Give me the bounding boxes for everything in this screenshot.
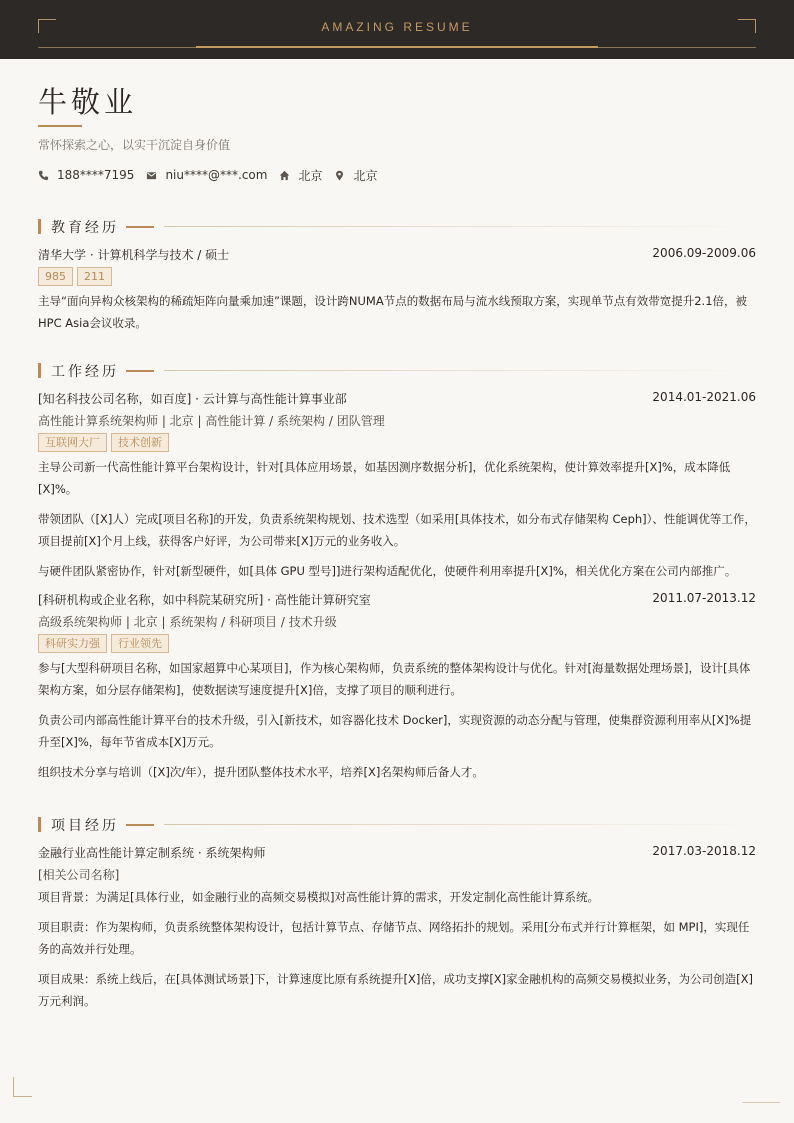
footer-rule-right [742,1102,780,1103]
projects-heading [38,816,756,834]
work-tags [38,634,756,654]
education-entry-header [38,246,756,264]
contact-phone [38,168,134,182]
contact-hometown-text: 北京 [298,168,323,183]
header-divider-accent [196,46,598,48]
work-entry-header [38,591,756,609]
education-section [38,218,756,334]
contact-hometown [279,167,322,184]
work-item: 与硬件团队紧密协作，针对[新型硬件，如[具体 GPU 型号]]进行架构适配优化，使硬件利用率提升[X]%，相关优化方案在公司内部推广。 [38,564,737,578]
tag: 985 [38,267,73,286]
work-section [38,362,756,783]
mail-icon [146,170,157,181]
contact-location [334,167,377,184]
education-school: 清华大学 · 计算机科学与技术 / 硕士 [38,248,230,262]
tag: 互联网大厂 [38,433,107,452]
section-rule [164,226,756,227]
work-item: 带领团队（[X]人）完成[项目名称]的开发，负责系统架构规划、技术选型（如采用[具体技术，如分布式存储架构 Ceph]）、性能调优等工作，项目提前[X]个月上线，获得客户好评，为公司带来[X]万元的业务收入。 [38,512,756,548]
tag: 技术创新 [111,433,169,452]
education-date: 2006.09-2009.06 [652,246,756,260]
work-item: 参与[大型科研项目名称，如国家超算中心某项目]，作为核心架构师，负责系统的整体架构设计与优化。针对[海量数据处理场景]，设计[具体架构方案，如分层存储架构]，使数据读写速度提升[X]倍，支撑了项目的顺利进行。 [38,661,751,697]
section-dash [126,370,154,372]
profile-tagline: 常怀探索之心，以实干沉淀自身价值 [38,138,231,152]
work-company: [科研机构或企业名称，如中科院某研究所] · 高性能计算研究室 [38,593,371,607]
section-marker [38,363,41,378]
project-date: 2017.03-2018.12 [652,844,756,858]
work-entry [38,591,756,783]
header-bar [0,0,794,59]
section-rule [164,370,756,371]
work-date: 2014.01-2021.06 [652,390,756,404]
phone-icon [38,170,49,181]
profile-name: 牛敬业 [38,85,138,119]
work-heading [38,362,756,380]
projects-section [38,816,756,1012]
contact-phone-text: 188****7195 [57,168,135,182]
work-role: 高级系统架构师 | 北京 | 系统架构 / 科研项目 / 技术升级 [38,615,337,629]
footer-corner-left [13,1077,32,1097]
section-dash [126,226,154,228]
section-rule [164,824,756,825]
tag: 科研实力强 [38,634,107,653]
name-underline [38,125,82,127]
work-company: [知名科技公司名称，如百度] · 云计算与高性能计算事业部 [38,392,347,406]
tag: 211 [77,267,112,286]
work-title: 工作经历 [51,364,119,380]
contact-location-text: 北京 [353,168,378,183]
project-entry-header [38,844,756,862]
work-item: 负责公司内部高性能计算平台的技术升级，引入[新技术，如容器化技术 Docker]，实现资源的动态分配与管理，使集群资源利用率从[X]%提升至[X]%，每年节省成本[X]万元。 [38,713,752,749]
work-role: 高性能计算系统架构师 | 北京 | 高性能计算 / 系统架构 / 团队管理 [38,414,385,428]
work-entry [38,390,756,582]
contact-email [146,168,267,182]
work-item: 主导公司新一代高性能计算平台架构设计，针对[具体应用场景，如基因测序数据分析]，优化系统架构，使计算效率提升[X]%，成本降低[X]%。 [38,460,731,496]
header-corner-right [738,19,756,33]
project-item: 项目背景：为满足[具体行业，如金融行业的高频交易模拟]对高性能计算的需求，开发定制化高性能计算系统。 [38,890,599,904]
work-tags [38,433,756,453]
tag: 行业领先 [111,634,169,653]
project-item: 项目职责：作为架构师，负责系统整体架构设计，包括计算节点、存储节点、网络拓扑的规划。采用[分布式并行计算框架，如 MPI]，实现任务的高效并行处理。 [38,920,750,956]
project-entry [38,844,756,1012]
education-description: 主导“面向异构众核架构的稀疏矩阵向量乘加速”课题，设计跨NUMA节点的数据布局与流水线预取方案，实现单节点有效带宽提升2.1倍，被HPC Asia会议收录。 [38,294,748,330]
contact-email-text: niu****@***.com [165,168,268,182]
education-tags [38,267,756,287]
project-name: 金融行业高性能计算定制系统 · 系统架构师 [38,846,266,860]
header-brand: AMAZING RESUME [321,20,473,34]
work-entry-header [38,390,756,408]
projects-title: 项目经历 [51,818,119,834]
section-marker [38,817,41,832]
section-marker [38,219,41,234]
education-entry [38,246,756,334]
section-dash [126,824,154,826]
location-pin-icon [334,170,345,181]
education-heading [38,218,756,236]
contact-list [38,167,389,183]
project-item: 项目成果：系统上线后，在[具体测试场景]下，计算速度比原有系统提升[X]倍，成功支撑[X]家金融机构的高频交易模拟业务，为公司创造[X]万元利润。 [38,972,754,1008]
education-title: 教育经历 [51,220,119,236]
work-item: 组织技术分享与培训（[X]次/年），提升团队整体技术水平，培养[X]名架构师后备人才。 [38,765,484,779]
project-company: [相关公司名称] [38,868,120,882]
home-icon [279,170,290,181]
work-date: 2011.07-2013.12 [652,591,756,605]
